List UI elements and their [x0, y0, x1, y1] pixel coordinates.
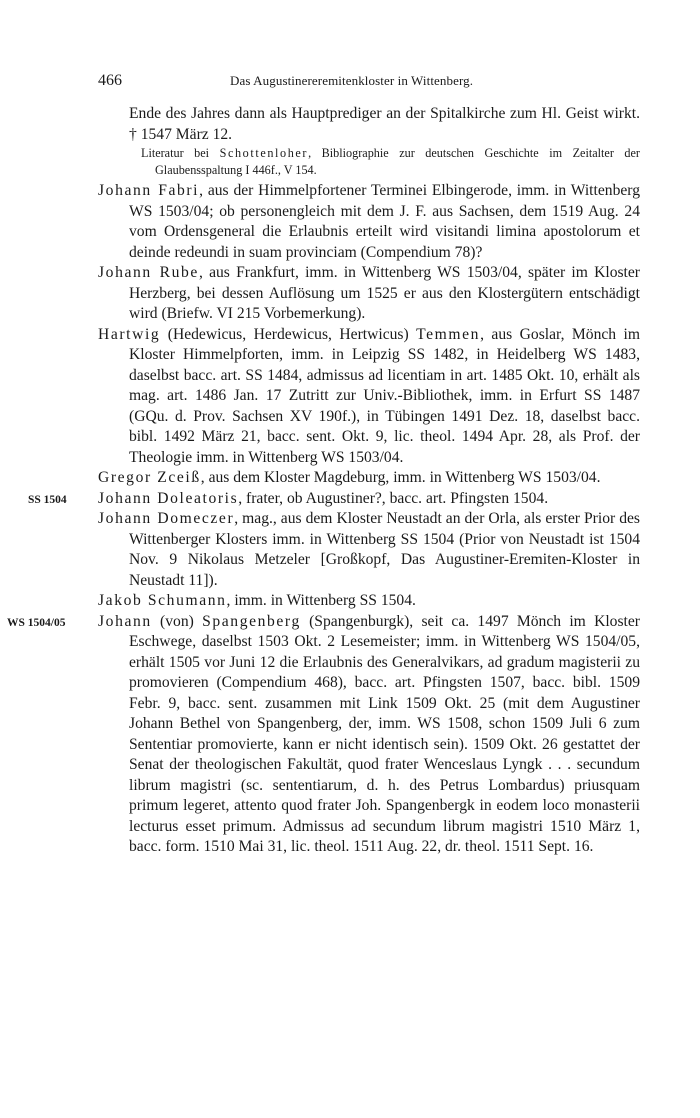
entry-johann-doleatoris: SS 1504 Johann Doleatoris, frater, ob Augustiner?, bacc. art. Pfingsten 1504.	[98, 489, 640, 510]
entry-hartwig-temmen: Hartwig (Hedewicus, Herdewicus, Hertwicus) Temmen, aus Goslar, Mönch im Kloster Himmelpforten, imm. in Leipzig SS 1482, in Heidelberg WS 1483, daselbst bacc. art. SS 1484, admissus ad licentiam in art. 1485 Okt. 10, erhält als mag. art. 1486 Jan. 17 Zutritt zur Univ.-Bibliothek, imm. in Erfurt SS 1487 (GQu. d. Prov. Sachsen XV 190f.), in Tübingen 1491 Dez. 18, daselbst bacc. bibl. 1492 März 21, bacc. sent. Okt. 9, lic. theol. 1494 Apr. 28, als Prof. der Theologie imm. in Wittenberg WS 1503/04.	[98, 325, 641, 466]
person-name: Johann Domeczer	[98, 510, 235, 527]
page-header	[0, 72, 700, 92]
person-name: Johann Rube	[98, 264, 199, 281]
running-title: Das Augustinereremitenkloster in Wittenberg.	[230, 73, 474, 88]
entry-continuation: Ende des Jahres dann als Hauptprediger an der Spitalkirche zum Hl. Geist wirkt. † 1547 März 12.	[129, 105, 640, 143]
entry-jakob-schumann: Jakob Schumann, imm. in Wittenberg SS 1504.	[98, 592, 416, 609]
entry-johann-spangenberg: WS 1504/05 Johann (von) Spangenberg (Spangenburgk), seit ca. 1497 Mönch im Kloster Eschwege, daselbst 1503 Okt. 2 Lesemeister; imm. in Wittenberg WS 1504/05, erhält 1505 vor Juni 12 die Erlaubnis des Generalvikars, ad gradum magisterii zu promovieren (Compendium 468), bacc. art. Pfingsten 1507, bacc. bibl. 1509 Febr. 9, bacc. sent. zusammen mit Link 1509 Okt. 25 (mit dem Augustiner Johann Bethel von Spangenberg, der, imm. WS 1508, schon 1509 Juli 6 zum Sententiar promovierte, kann er nicht identisch sein). 1509 Okt. 26 gestattet der Senat der theologischen Fakultät, quod frater Wenceslaus Lyngk . . . secundum librum magistri (sc. sententiarum, d. h. des Petrus Lombardus) priusquam primum legeret, attento quod frater Joh. Spangenbergk in eodem loco monasterii lecturus esset primum. Admissus ad secundum librum magistri 1510 März 1, bacc. form. 1510 Mai 31, lic. theol. 1511 Aug. 22, dr. theol. 1511 Sept. 16.	[7, 612, 640, 855]
main-text	[7, 104, 641, 858]
literature-note: Literatur bei Schottenloher, Bibliographie zur deutschen Geschichte im Zeitalter der Glaubensspaltung I 446f., V 154.	[141, 146, 640, 177]
entry-gregor-zceiss: Gregor Zceiß, aus dem Kloster Magdeburg, imm. in Wittenberg WS 1503/04.	[98, 469, 601, 486]
margin-semester-note: SS 1504	[28, 493, 67, 506]
person-name: Jakob Schumann	[98, 592, 227, 609]
person-name: Gregor Zceiß	[98, 469, 201, 486]
person-name: Johann	[98, 612, 152, 630]
entry-johann-domeczer: Johann Domeczer, mag., aus dem Kloster Neustadt an der Orla, als erster Prior des Wittenberger Klosters imm. in Wittenberg SS 1504 (Prior von Neustadt ist 1504 Nov. 9 Nikolaus Metzeler [Großkopf, Das Augustiner-Eremiten-Kloster in Neustadt 11]).	[98, 510, 640, 589]
person-surname: Temmen	[416, 325, 481, 343]
person-name: Johann Fabri	[98, 182, 200, 199]
person-surname: Spangenberg	[202, 612, 301, 630]
entry-johann-rube: Johann Rube, aus Frankfurt, imm. in Wittenberg WS 1503/04, später im Kloster Herzberg, bei dessen Auflösung um 1525 er aus den Klostergütern entschädigt wird (Briefw. VI 215 Vorbemerkung).	[98, 264, 641, 322]
page-number: 466	[98, 72, 122, 89]
person-name: Johann Doleatoris	[98, 489, 239, 507]
author-name: Schottenloher	[219, 146, 309, 160]
person-name: Hartwig	[98, 325, 161, 343]
margin-semester-note: WS 1504/05	[7, 616, 66, 629]
entry-johann-fabri: Johann Fabri, aus der Himmelpfortener Terminei Elbingerode, imm. in Wittenberg WS 1503/04; ob personengleich mit dem J. F. aus Sachsen, dem 1519 Aug. 24 vom Ordensgeneral die Erlaubnis erteilt wird visitandi limina apostolorum et deinde redeundi in suam provinciam (Compendium 78)?	[98, 182, 640, 261]
